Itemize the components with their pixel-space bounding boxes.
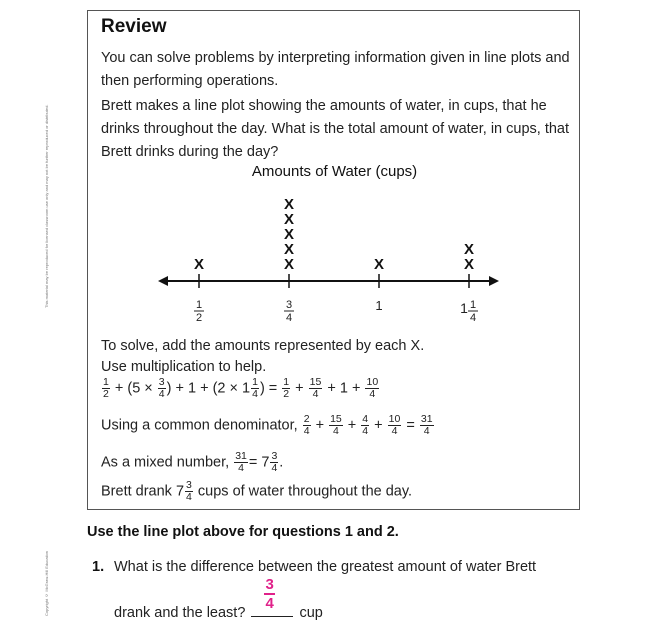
fraction-ten-quarters: $\frac{10}{4}$ xyxy=(366,376,379,400)
svg-text:2: 2 xyxy=(195,312,203,324)
review-title: Review xyxy=(101,16,167,37)
fraction-15-4: $\frac{15}{4}$ xyxy=(330,413,342,437)
question-1-line-2: drank and the least? $\frac{3}{4}$ cup xyxy=(114,576,323,621)
svg-text:4: 4 xyxy=(285,312,293,324)
line-plot-title: Amounts of Water (cups) xyxy=(251,163,418,180)
review-problem: Brett makes a line plot showing the amounts of water, in cups, that he drinks throughout the day. What is the total amount of water, in cups, that Brett drinks during the day? xyxy=(101,98,570,160)
fraction-one-half: $\frac{1}{2}$ xyxy=(103,376,109,400)
equation-mixed-number: As a mixed number, $\frac{31}{4}$ = 7 $\frac{3}{4}$ . xyxy=(101,450,284,474)
fraction-one-quarter: $\frac{1}{4}$ xyxy=(252,376,258,400)
svg-text:1: 1 xyxy=(469,299,477,311)
fraction-31-4: $\frac{31}{4}$ xyxy=(420,413,433,437)
x-mark: X xyxy=(373,256,385,273)
fraction-3-4: $\frac{3}{4}$ xyxy=(271,450,278,474)
side-copyright-credit: Copyright © McGraw-Hill Education xyxy=(44,550,49,616)
review-box xyxy=(87,10,580,510)
x-mark: X xyxy=(463,241,475,258)
answer-blank[interactable] xyxy=(251,576,293,617)
x-mark: X xyxy=(283,241,295,258)
number-line-right-arrow xyxy=(489,276,499,286)
svg-text:1: 1 xyxy=(195,299,203,311)
x-mark: X xyxy=(283,196,295,213)
fraction-2-4: $\frac{2}{4}$ xyxy=(303,413,310,437)
fraction-3-4-b: $\frac{3}{4}$ xyxy=(186,479,192,503)
svg-text:1: 1 xyxy=(375,298,383,313)
line-plot xyxy=(88,11,581,331)
fraction-one-half-2: $\frac{1}{2}$ xyxy=(283,376,290,400)
svg-text:1: 1 xyxy=(460,300,468,316)
solve-line-1: To solve, add the amounts represented by each X. xyxy=(101,338,425,354)
x-mark: X xyxy=(283,226,295,243)
question-1-text: What is the difference between the greatest amount of water Brett xyxy=(114,559,537,575)
handwritten-answer: $\frac{3}{4}$ xyxy=(265,576,274,612)
tick-label-0 xyxy=(194,299,204,324)
equation-common-denominator: Using a common denominator, $\frac{2}{4}$ + $\frac{15}{4}$ + $\frac{4}{4}$ + $\frac{10}{4}$ = $\frac{31}{4}$ xyxy=(101,413,433,437)
x-mark: X xyxy=(193,256,205,273)
tick-label-1 xyxy=(284,299,294,324)
fraction-fifteen-quarters: $\frac{15}{4}$ xyxy=(309,376,322,400)
conclusion: Brett drank 7 $\frac{3}{4}$ cups of water throughout the day. xyxy=(101,479,413,503)
tick-label-2 xyxy=(375,298,382,313)
x-mark: X xyxy=(283,211,295,228)
fraction-three-quarters: $\frac{3}{4}$ xyxy=(158,376,165,400)
review-intro: You can solve problems by interpreting information given in line plots and then performing operations. xyxy=(101,50,570,89)
fraction-4-4: $\frac{4}{4}$ xyxy=(362,413,369,437)
question-1-number: 1. xyxy=(92,559,105,575)
svg-text:4: 4 xyxy=(469,312,477,324)
solve-line-2: Use multiplication to help. xyxy=(101,359,267,375)
equation-1: $\frac{1}{2}$ + (5 × $\frac{3}{4}$ ) + 1 + (2 × 1 $\frac{1}{4}$ ) = $\frac{1}{2}$ + $\frac{15}{4}$ + 1 + $\frac{10}{4}$ xyxy=(103,376,379,400)
tick-label-3 xyxy=(460,299,478,324)
number-line-left-arrow xyxy=(158,276,168,286)
fraction-31-4-b: $\frac{31}{4}$ xyxy=(235,450,247,474)
questions-intro: Use the line plot above for questions 1 and 2. xyxy=(87,524,399,540)
svg-text:3: 3 xyxy=(285,299,293,311)
side-copyright-notice: This material may be reproduced for licensed classroom use only and may not be further reproduced or distributed. xyxy=(44,104,49,308)
fraction-10-4: $\frac{10}{4}$ xyxy=(388,413,401,437)
x-mark: X xyxy=(283,256,295,273)
x-mark: X xyxy=(463,256,475,273)
